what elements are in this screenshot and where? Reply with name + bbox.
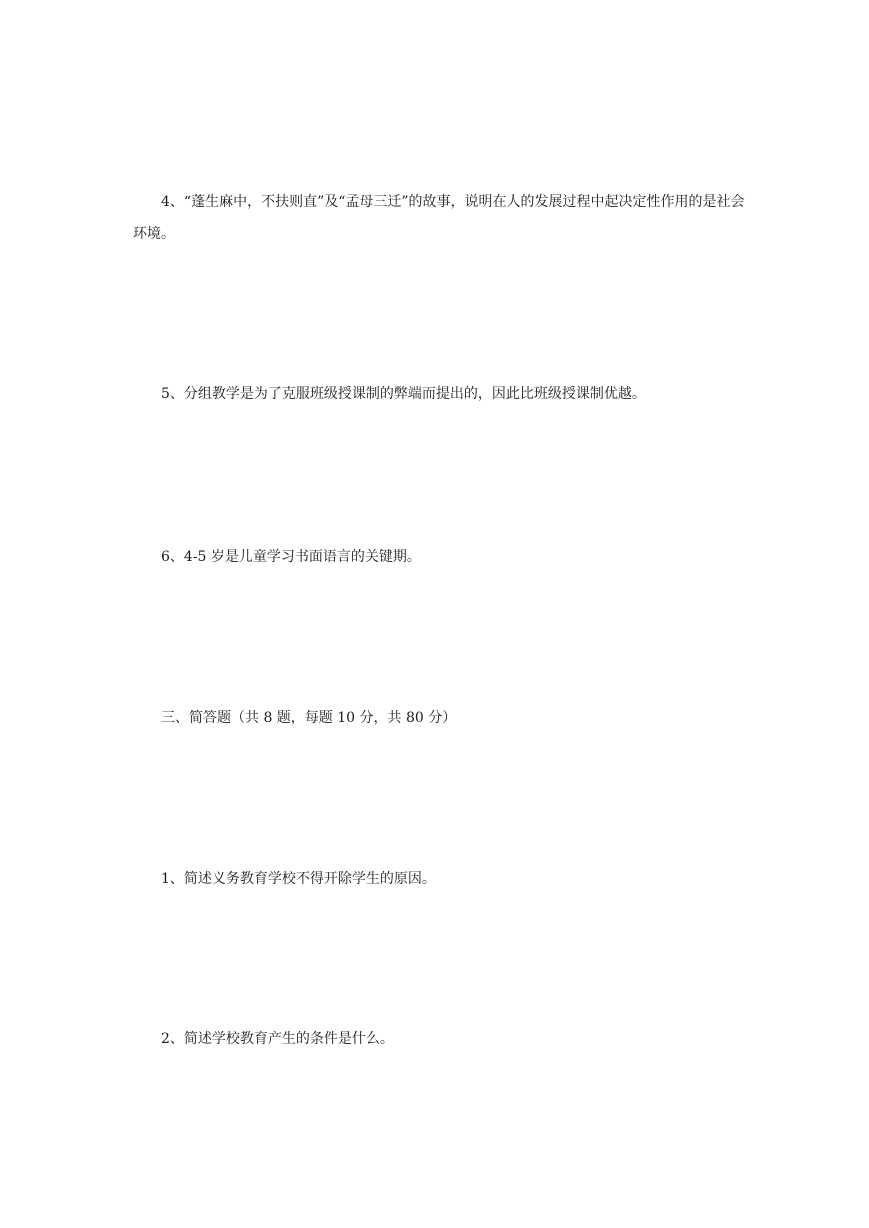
judgement-item-6: 6、4-5 岁是儿童学习书面语言的关键期。 xyxy=(161,549,421,565)
short-answer-question-1: 1、简述义务教育学校不得开除学生的原因。 xyxy=(161,871,436,887)
judgement-item-4: 4、“蓬生麻中，不扶则直”及“孟母三迁”的故事，说明在人的发展过程中起决定性作用的是社会环境。 xyxy=(133,194,745,242)
judgement-item-5: 5、分组教学是为了克服班级授课制的弊端而提出的，因此比班级授课制优越。 xyxy=(161,386,646,402)
section-heading-short-answer: 三、简答题（共 8 题，每题 10 分，共 80 分） xyxy=(161,710,457,726)
short-answer-question-2: 2、简述学校教育产生的条件是什么。 xyxy=(161,1031,394,1047)
